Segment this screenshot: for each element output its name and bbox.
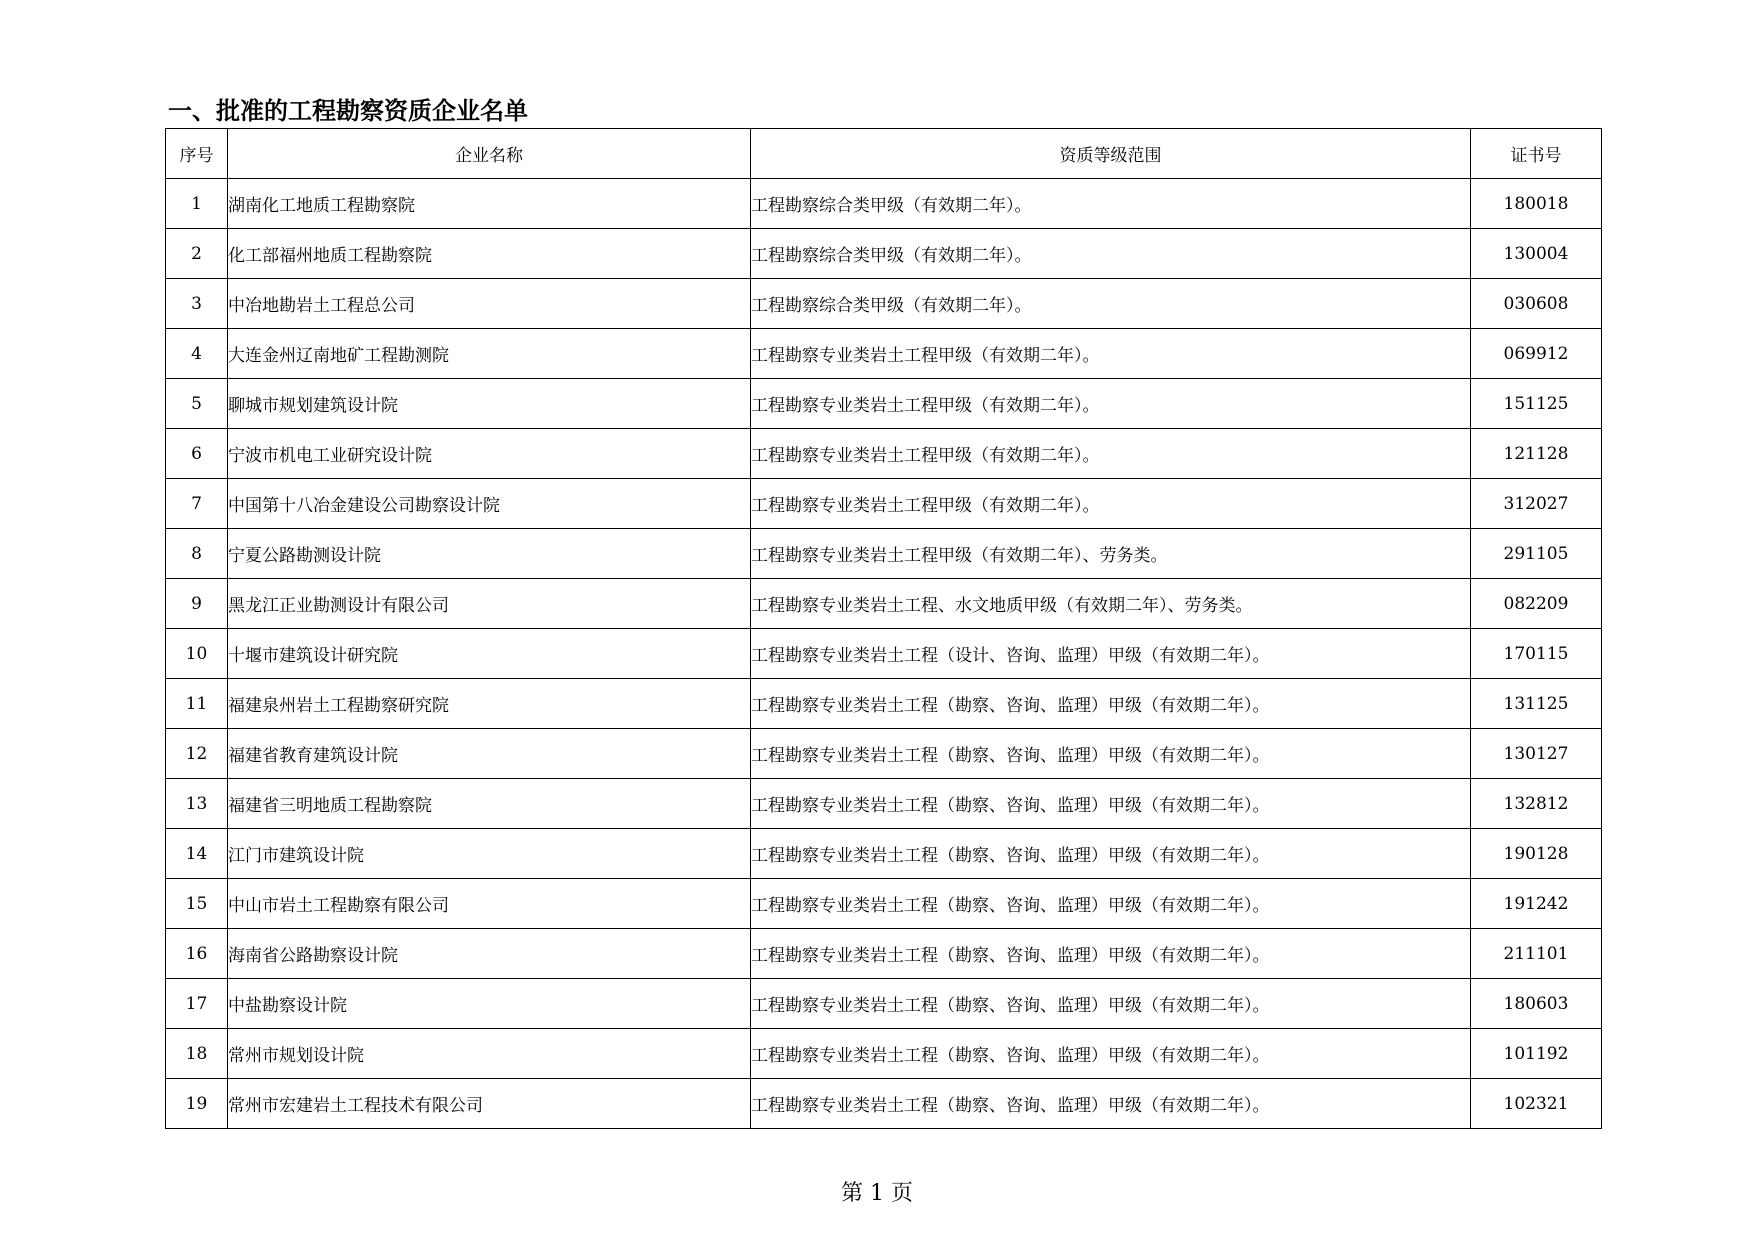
row-scope: 工程勘察专业类岩土工程（勘察、咨询、监理）甲级（有效期二年）。: [751, 679, 1471, 729]
row-company: 宁夏公路勘测设计院: [228, 529, 751, 579]
table-row: [166, 479, 1602, 529]
table-row: [166, 1029, 1602, 1079]
row-scope: 工程勘察专业类岩土工程（勘察、咨询、监理）甲级（有效期二年）。: [751, 879, 1471, 929]
header-certificate: 证书号: [1471, 129, 1602, 179]
table-row: [166, 879, 1602, 929]
row-index: 15: [166, 879, 228, 929]
row-company: 十堰市建筑设计研究院: [228, 629, 751, 679]
page-title: 一、批准的工程勘察资质企业名单: [168, 97, 528, 125]
table-row: [166, 679, 1602, 729]
row-certificate: 030608: [1471, 279, 1602, 329]
row-index: 12: [166, 729, 228, 779]
header-index: 序号: [166, 129, 228, 179]
table-row: [166, 979, 1602, 1029]
row-index: 9: [166, 579, 228, 629]
row-index: 7: [166, 479, 228, 529]
row-company: 常州市规划设计院: [228, 1029, 751, 1079]
row-index: 2: [166, 229, 228, 279]
page-number-footer: 第 1 页: [841, 1181, 913, 1206]
row-certificate: 130004: [1471, 229, 1602, 279]
table-row: [166, 929, 1602, 979]
row-certificate: 180018: [1471, 179, 1602, 229]
row-company: 中冶地勘岩土工程总公司: [228, 279, 751, 329]
row-index: 6: [166, 429, 228, 479]
table-row: [166, 729, 1602, 779]
row-index: 19: [166, 1079, 228, 1129]
row-scope: 工程勘察专业类岩土工程甲级（有效期二年）。: [751, 429, 1471, 479]
row-index: 8: [166, 529, 228, 579]
row-scope: 工程勘察专业类岩土工程（勘察、咨询、监理）甲级（有效期二年）。: [751, 979, 1471, 1029]
row-scope: 工程勘察专业类岩土工程甲级（有效期二年）、劳务类。: [751, 529, 1471, 579]
row-certificate: 151125: [1471, 379, 1602, 429]
row-index: 1: [166, 179, 228, 229]
row-index: 3: [166, 279, 228, 329]
row-company: 江门市建筑设计院: [228, 829, 751, 879]
row-certificate: 102321: [1471, 1079, 1602, 1129]
row-scope: 工程勘察专业类岩土工程（勘察、咨询、监理）甲级（有效期二年）。: [751, 729, 1471, 779]
row-scope: 工程勘察专业类岩土工程（勘察、咨询、监理）甲级（有效期二年）。: [751, 829, 1471, 879]
row-certificate: 132812: [1471, 779, 1602, 829]
table-row: [166, 1079, 1602, 1129]
table-row: [166, 429, 1602, 479]
row-company: 化工部福州地质工程勘察院: [228, 229, 751, 279]
table-row: [166, 379, 1602, 429]
table-row: [166, 829, 1602, 879]
company-roster-table: [165, 128, 1602, 1129]
row-index: 13: [166, 779, 228, 829]
row-company: 大连金州辽南地矿工程勘测院: [228, 329, 751, 379]
row-scope: 工程勘察专业类岩土工程（勘察、咨询、监理）甲级（有效期二年）。: [751, 779, 1471, 829]
row-certificate: 121128: [1471, 429, 1602, 479]
row-certificate: 191242: [1471, 879, 1602, 929]
row-certificate: 082209: [1471, 579, 1602, 629]
row-company: 湖南化工地质工程勘察院: [228, 179, 751, 229]
row-company: 福建省教育建筑设计院: [228, 729, 751, 779]
row-company: 宁波市机电工业研究设计院: [228, 429, 751, 479]
table-row: [166, 529, 1602, 579]
row-certificate: 170115: [1471, 629, 1602, 679]
row-scope: 工程勘察综合类甲级（有效期二年）。: [751, 279, 1471, 329]
row-certificate: 291105: [1471, 529, 1602, 579]
row-index: 10: [166, 629, 228, 679]
row-certificate: 101192: [1471, 1029, 1602, 1079]
row-company: 黑龙江正业勘测设计有限公司: [228, 579, 751, 629]
row-company: 中盐勘察设计院: [228, 979, 751, 1029]
table-row: [166, 179, 1602, 229]
header-scope: 资质等级范围: [751, 129, 1471, 179]
row-index: 5: [166, 379, 228, 429]
row-index: 18: [166, 1029, 228, 1079]
row-scope: 工程勘察专业类岩土工程甲级（有效期二年）。: [751, 479, 1471, 529]
row-company: 海南省公路勘察设计院: [228, 929, 751, 979]
row-certificate: 131125: [1471, 679, 1602, 729]
row-certificate: 211101: [1471, 929, 1602, 979]
table-row: [166, 579, 1602, 629]
row-scope: 工程勘察专业类岩土工程（勘察、咨询、监理）甲级（有效期二年）。: [751, 1029, 1471, 1079]
table-row: [166, 779, 1602, 829]
row-company: 中山市岩土工程勘察有限公司: [228, 879, 751, 929]
row-index: 4: [166, 329, 228, 379]
header-company: 企业名称: [228, 129, 751, 179]
row-scope: 工程勘察综合类甲级（有效期二年）。: [751, 229, 1471, 279]
row-certificate: 130127: [1471, 729, 1602, 779]
row-certificate: 312027: [1471, 479, 1602, 529]
row-company: 福建泉州岩土工程勘察研究院: [228, 679, 751, 729]
row-certificate: 190128: [1471, 829, 1602, 879]
row-scope: 工程勘察专业类岩土工程（勘察、咨询、监理）甲级（有效期二年）。: [751, 929, 1471, 979]
row-scope: 工程勘察专业类岩土工程甲级（有效期二年）。: [751, 379, 1471, 429]
row-index: 17: [166, 979, 228, 1029]
table-header-row: [166, 129, 1602, 179]
table-row: [166, 329, 1602, 379]
row-company: 聊城市规划建筑设计院: [228, 379, 751, 429]
row-scope: 工程勘察专业类岩土工程甲级（有效期二年）。: [751, 329, 1471, 379]
row-scope: 工程勘察专业类岩土工程（设计、咨询、监理）甲级（有效期二年）。: [751, 629, 1471, 679]
table-row: [166, 279, 1602, 329]
row-index: 16: [166, 929, 228, 979]
table-row: [166, 229, 1602, 279]
table-row: [166, 629, 1602, 679]
row-company: 常州市宏建岩土工程技术有限公司: [228, 1079, 751, 1129]
row-scope: 工程勘察专业类岩土工程、水文地质甲级（有效期二年）、劳务类。: [751, 579, 1471, 629]
row-index: 14: [166, 829, 228, 879]
row-scope: 工程勘察综合类甲级（有效期二年）。: [751, 179, 1471, 229]
row-certificate: 180603: [1471, 979, 1602, 1029]
row-index: 11: [166, 679, 228, 729]
row-certificate: 069912: [1471, 329, 1602, 379]
row-scope: 工程勘察专业类岩土工程（勘察、咨询、监理）甲级（有效期二年）。: [751, 1079, 1471, 1129]
row-company: 中国第十八冶金建设公司勘察设计院: [228, 479, 751, 529]
row-company: 福建省三明地质工程勘察院: [228, 779, 751, 829]
